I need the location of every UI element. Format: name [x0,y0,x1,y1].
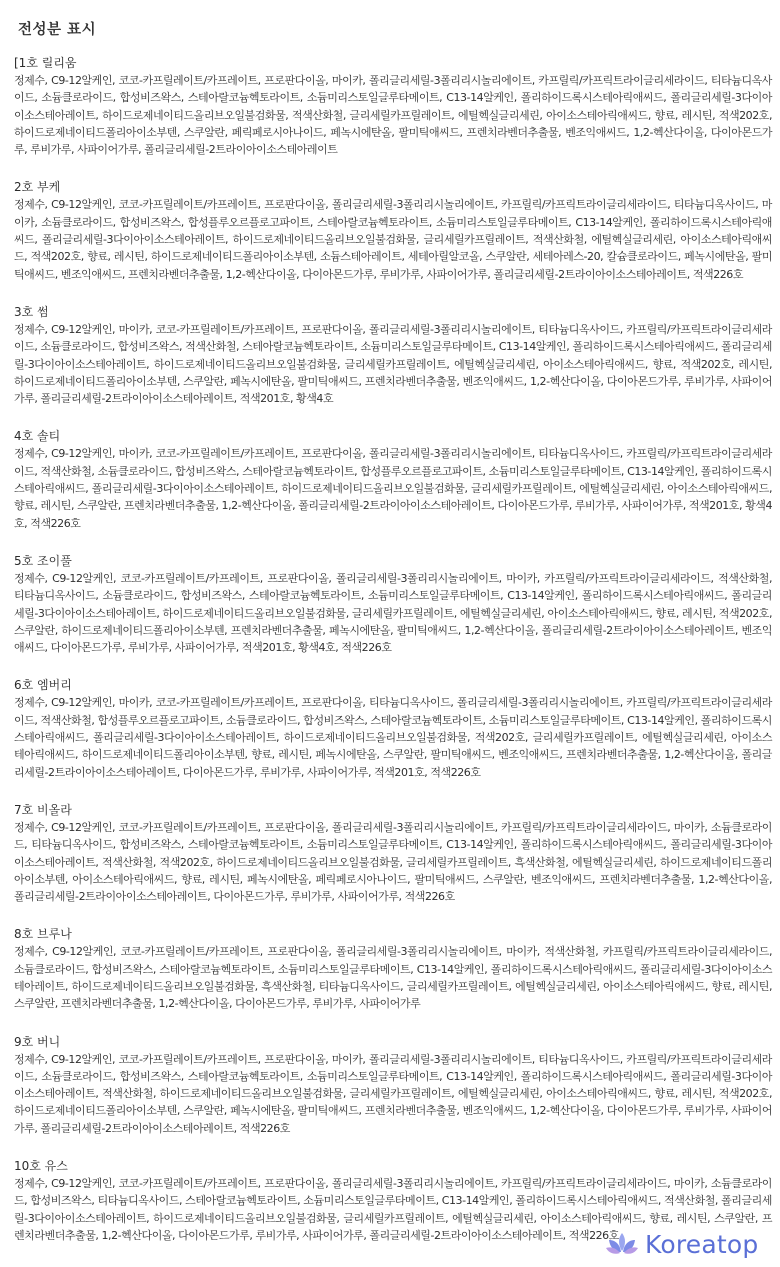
ingredient-section [14,428,772,531]
ingredient-section [14,553,772,656]
section-body: 정제수, C9-12알케인, 코코-카프릴레이트/카프레이트, 프로판다이올, 폴리글리세릴-3폴리리시놀리에이트, 마이카, 카프릴릭/카프릭트라이글리세라이드, 적색산화철, 티타늄디옥사이드, 소듐클로라이드, 합성비즈왁스, 스테아랄코늄헥토라이트, 소듐미리스토일글루타메이트, C13-14알케인, 폴리하이드록시스테아릭애씨드, 폴리글리세릴-3다이아이소스테아레이트, 하이드로제네이티드올리브오일불검화물, 글리세릴카프릴레이트, 에틸헥실글리세린, 아이소스테아릭애씨드, 향료, 레시틴, 적색202호, 스쿠알란, 하이드로제네이티드폴리아이소부텐, 프렌치라벤더추출물, 페녹시에탄올, 팔미틱애씨드, 1,2-헥산다이올, 폴리글리세릴-2트라이아이소스테아레이트, 벤조익애씨드, 다이아몬드가루, 루비가루, 사파이어가루, 적색201호, 황색4호, 적색226호 [14,571,772,655]
section-title: 2호 부케 [14,180,61,195]
section-title: 7호 비올라 [14,802,72,817]
section-title: 10호 유스 [14,1159,68,1174]
section-title: 5호 조이풀 [14,553,72,568]
ingredients-document [14,18,772,1265]
section-body: 정제수, C9-12알케인, 코코-카프릴레이트/카프레이트, 프로판다이올, 폴리글리세릴-3폴리리시놀리에이트, 카프릴릭/카프릭트라이글리세라이드, 마이카, 소듐클로라이드, 합성비즈왁스, 티타늄디옥사이드, 스테아랄코늄헥토라이트, 소듐미리스토일글루타메이트, C13-14알케인, 폴리하이드록시스테아릭애씨드, 적색산화철, 폴리글리세릴-3다이아이소스테아레이트, 하이드로제네이티드올리브오일불검화물, 글리세릴카프릴레이트, 에틸헥실글리세린, 아이소스테아릭애씨드, 향료, 레시틴, 스쿠알란, 프렌치라벤더추출물, 1,2-헥산다이올, 다이아몬드가루, 루비가루, 사파이어가루, 폴리글리세릴-2트라이아이소스테아레이트, 적색226호 [14,1177,772,1242]
ingredient-section [14,926,772,1012]
section-title: 9호 버니 [14,1034,61,1049]
ingredient-section [14,1034,772,1137]
section-body: 정제수, C9-12알케인, 코코-카프릴레이트/카프레이트, 프로판다이올, 폴리글리세릴-3폴리리시놀리에이트, 카프릴릭/카프릭트라이글리세라이드, 마이카, 소듐클로라이드, 티타늄디옥사이드, 합성비즈왁스, 스테아랄코늄헥토라이트, 소듐미리스토일글루타메이트, C13-14알케인, 폴리하이드록시스테아릭애씨드, 폴리글리세릴-3다이아이소스테아레이트, 적색산화철, 적색202호, 하이드로제네이티드올리브오일불검화물, 글리세릴카프릴레이트, 흑색산화철, 에틸헥실글리세린, 하이드로제네이티드폴리아이소부텐, 아이소스테아릭애씨드, 향료, 레시틴, 페녹시에탄올, 페릭페로시아나이드, 팔미틱애씨드, 스쿠알란, 벤조익애씨드, 프렌치라벤더추출물, 1,2-헥산다이올, 폴리글리세릴-2트라이아이소스테아레이트, 다이아몬드가루, 루비가루, 사파이어가루, 적색226호 [14,820,772,904]
ingredient-section [14,179,772,282]
section-title: [1호 릴리움 [14,56,77,70]
brand-name: Koreatop [645,1229,759,1259]
brand-watermark [605,1229,758,1259]
section-body: 정제수, C9-12알케인, 마이카, 코코-카프릴레이트/카프레이트, 프로판다이올, 폴리글리세릴-3폴리리시놀리에이트, 티타늄디옥사이드, 카프릴릭/카프릭트라이글리세라이드, 소듐클로라이드, 합성비즈왁스, 적색산화철, 스테아랄코늄헥토라이트, 소듐미리스토일글루타메이트, C13-14알케인, 폴리하이드록시스테아릭애씨드, 폴리글리세릴-3다이아이소스테아레이트, 하이드로제네이티드올리브오일불검화물, 글리세릴카프릴레이트, 에틸헥실글리세린, 아이소스테아릭애씨드, 향료, 적색202호, 레시틴, 하이드로제네이티드폴리아이소부텐, 스쿠알란, 페녹시에탄올, 팔미틱애씨드, 프렌치라벤더추출물, 벤조익애씨드, 1,2-헥산다이올, 다이아몬드가루, 루비가루, 사파이어가루, 폴리글리세릴-2트라이아이소스테아레이트, 적색201호, 황색4호 [14,322,772,406]
section-body: 정제수, C9-12알케인, 코코-카프릴레이트/카프레이트, 프로판다이올, 마이카, 폴리글리세릴-3폴리리시놀리에이트, 카프릴릭/카프릭트라이글리세라이드, 티타늄디옥사이드, 소듐클로라이드, 합성비즈왁스, 스테아랄코늄헥토라이트, 소듐미리스토일글루타메이트, C13-14알케인, 폴리하이드록시스테아릭애씨드, 폴리글리세릴-3다이아이소스테아레이트, 하이드로제네이티드올리브오일불검화물, 적색산화철, 글리세릴카프릴레이트, 에틸헥실글리세린, 아이소스테아릭애씨드, 향료, 레시틴, 적색202호, 하이드로제네이티드폴리아이소부텐, 스쿠알란, 페릭페로시아나이드, 페녹시에탄올, 팔미틱애씨드, 프렌치라벤더추출물, 벤조익애씨드, 1,2-헥산다이올, 다이아몬드가루, 루비가루, 사파이어가루, 폴리글리세릴-2트라이아이소스테아레이트 [14,74,772,157]
section-title: 8호 브루나 [14,927,72,942]
section-body: 정제수, C9-12알케인, 코코-카프릴레이트/카프레이트, 프로판다이올, 마이카, 폴리글리세릴-3폴리리시놀리에이트, 티타늄디옥사이드, 카프릴릭/카프릭트라이글리세라이드, 소듐클로라이드, 합성비즈왁스, 스테아랄코늄헥토라이트, 소듐미리스토일글루타메이트, C13-14알케인, 폴리하이드록시스테아릭애씨드, 폴리글리세릴-3다이아이소스테아레이트, 적색산화철, 하이드로제네이티드올리브오일불검화물, 글리세릴카프릴레이트, 에틸헥실글리세린, 아이소스테아릭애씨드, 향료, 레시틴, 적색202호, 하이드로제네이티드폴리아이소부텐, 스쿠알란, 페녹시에탄올, 팔미틱애씨드, 프렌치라벤더추출물, 벤조익애씨드, 1,2-헥산다이올, 다이아몬드가루, 루비가루, 사파이어가루, 폴리글리세릴-2트라이아이소스테아레이트, 적색226호 [14,1052,772,1135]
section-title: 4호 솔티 [14,429,61,444]
ingredient-section [14,55,772,158]
section-body: 정제수, C9-12알케인, 코코-카프릴레이트/카프레이트, 프로판다이올, 폴리글리세릴-3폴리리시놀리에이트, 마이카, 적색산화철, 카프릴릭/카프릭트라이글리세라이드, 소듐클로라이드, 합성비즈왁스, 스테아랄코늄헥토라이트, 소듐미리스토일글루타메이트, C13-14알케인, 폴리하이드록시스테아릭애씨드, 폴리글리세릴-3다이아이소스테아레이트, 하이드로제네이티드올리브오일불검화물, 흑색산화철, 티타늄디옥사이드, 글리세릴카프릴레이트, 에틸헥실글리세린, 아이소스테아릭애씨드, 향료, 레시틴, 스쿠알란, 프렌치라벤더추출물, 1,2-헥산다이올, 다이아몬드가루, 루비가루, 사파이어가루 [14,945,772,1011]
ingredient-section [14,802,772,905]
ingredient-section [14,304,772,407]
section-title: 6호 엠버리 [14,678,72,693]
page-title: 전성분 표시 [18,22,97,38]
lotus-icon [605,1231,639,1257]
section-title: 3호 썸 [14,304,49,319]
section-body: 정제수, C9-12알케인, 마이카, 코코-카프릴레이트/카프레이트, 프로판다이올, 티타늄디옥사이드, 폴리글리세릴-3폴리리시놀리에이트, 카프릴릭/카프릭트라이글리세라이드, 적색산화철, 합성플루오르플로고파이트, 소듐클로라이드, 합성비즈왁스, 스테아랄코늄헥토라이트, 소듐미리스토일글루타메이트, C13-14알케인, 폴리하이드록시스테아릭애씨드, 폴리글리세릴-3다이아이소스테아레이트, 하이드로제네이티드올리브오일불검화물, 적색202호, 글리세릴카프릴레이트, 에틸헥실글리세린, 아이소스테아릭애씨드, 하이드로제네이티드폴리아이소부텐, 향료, 레시틴, 페녹시에탄올, 스쿠알란, 팔미틱애씨드, 벤조익애씨드, 프렌치라벤더추출물, 1,2-헥산다이올, 폴리글리세릴-2트라이아이소스테아레이트, 다이아몬드가루, 루비가루, 사파이어가루, 적색201호, 적색226호 [14,696,772,779]
section-body: 정제수, C9-12알케인, 코코-카프릴레이트/카프레이트, 프로판다이올, 폴리글리세릴-3폴리리시놀리에이트, 카프릴릭/카프릭트라이글리세라이드, 티타늄디옥사이드, 마이카, 소듐클로라이드, 합성비즈왁스, 합성플루오르플로고파이트, 스테아랄코늄헥토라이트, 소듐미리스토일글루타메이트, C13-14알케인, 폴리하이드록시스테아릭애씨드, 폴리글리세릴-3다이아이소스테아레이트, 하이드로제네이티드올리브오일불검화물, 글리세릴카프릴레이트, 적색산화철, 에틸헥실글리세린, 아이소스테아릭애씨드, 적색202호, 향료, 레시틴, 하이드로제네이티드폴리아이소부텐, 소듐스테아레이트, 세테아릴알코올, 스쿠알란, 세테아레스-20, 칼슘클로라이드, 페녹시에탄올, 팔미틱애씨드, 벤조익애씨드, 프렌치라벤더추출물, 1,2-헥산다이올, 다이아몬드가루, 루비가루, 사파이어가루, 폴리글리세릴-2트라이아이소스테아레이트, 적색226호 [14,198,772,281]
section-body: 정제수, C9-12알케인, 마이카, 코코-카프릴레이트/카프레이트, 프로판다이올, 폴리글리세릴-3폴리리시놀리에이트, 티타늄디옥사이드, 카프릴릭/카프릭트라이글리세라이드, 적색산화철, 소듐클로라이드, 합성비즈왁스, 스테아랄코늄헥토라이트, 합성플루오르플로고파이트, 소듐미리스토일글루타메이트, C13-14알케인, 폴리하이드록시스테아릭애씨드, 폴리글리세릴-3다이아이소스테아레이트, 하이드로제네이티드올리브오일불검화물, 글리세릴카프릴레이트, 에틸헥실글리세린, 아이소스테아릭애씨드, 향료, 레시틴, 스쿠알란, 프렌치라벤더추출물, 1,2-헥산다이올, 폴리글리세릴-2트라이아이소스테아레이트, 다이아몬드가루, 루비가루, 사파이어가루, 적색201호, 황색4호, 적색226호 [14,447,772,530]
ingredient-section [14,677,772,780]
